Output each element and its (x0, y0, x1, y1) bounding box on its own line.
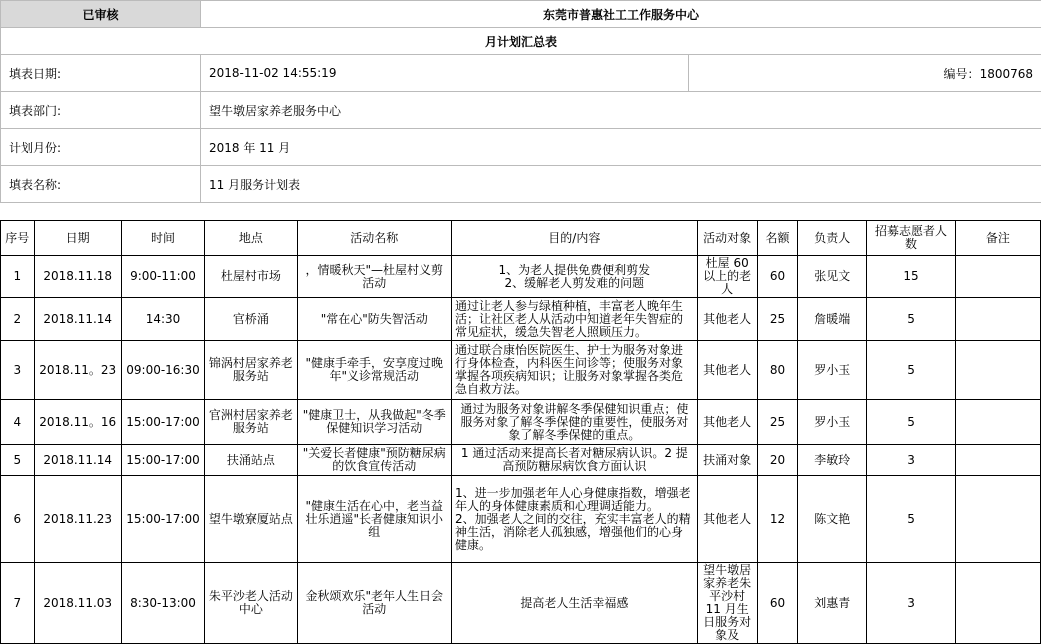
number-value: 1800768 (980, 67, 1033, 81)
cell-activity: "关爱长者健康"预防糖尿病的饮食宣传活动 (297, 445, 451, 476)
cell-volunteers: 3 (867, 445, 955, 476)
cell-no: 1 (1, 256, 35, 298)
cell-purpose: 1 通过活动来提高长者对糖尿病认识。2 提高预防糖尿病饮食方面认识 (451, 445, 697, 476)
cell-leader: 罗小玉 (798, 341, 867, 400)
header-time: 时间 (121, 221, 204, 256)
cell-activity: "健康卫士，从我做起"冬季保健知识学习活动 (297, 400, 451, 445)
header-place: 地点 (205, 221, 297, 256)
cell-volunteers: 15 (867, 256, 955, 298)
number-label: 编号： (944, 67, 980, 81)
cell-date: 2018.11.18 (34, 256, 121, 298)
cell-volunteers: 3 (867, 563, 955, 644)
table-row (1, 563, 1041, 644)
fill-date-label: 填表日期: (1, 55, 201, 92)
table-row (1, 341, 1041, 400)
cell-leader: 刘惠青 (798, 563, 867, 644)
header-date: 日期 (34, 221, 121, 256)
cell-no: 2 (1, 298, 35, 341)
cell-target: 杜屋 60 以上的老人 (697, 256, 757, 298)
cell-quota: 25 (757, 298, 798, 341)
cell-activity: 金秋颂欢乐"老年人生日会活动 (297, 563, 451, 644)
cell-leader: 李敏玲 (798, 445, 867, 476)
cell-quota: 60 (757, 563, 798, 644)
table-row (1, 400, 1041, 445)
cell-quota: 12 (757, 476, 798, 563)
form-header (0, 0, 1041, 203)
cell-date: 2018.11.14 (34, 298, 121, 341)
name-label: 填表名称: (1, 166, 201, 203)
cell-quota: 80 (757, 341, 798, 400)
name-value: 11 月服务计划表 (201, 166, 1041, 203)
cell-time: 15:00-17:00 (121, 476, 204, 563)
header-activity: 活动名称 (297, 221, 451, 256)
cell-purpose: 1、为老人提供免费便利剪发 2、缓解老人剪发难的问题 (451, 256, 697, 298)
number-cell (689, 55, 1041, 92)
cell-quota: 25 (757, 400, 798, 445)
cell-time: 15:00-17:00 (121, 445, 204, 476)
table-row (1, 256, 1041, 298)
cell-no: 4 (1, 400, 35, 445)
cell-volunteers: 5 (867, 298, 955, 341)
cell-place: 锦涡村居家养老服务站 (205, 341, 297, 400)
cell-target: 其他老人 (697, 400, 757, 445)
table-row (1, 476, 1041, 563)
form-title: 月计划汇总表 (1, 28, 1041, 55)
header-leader: 负责人 (798, 221, 867, 256)
cell-purpose: 1、进一步加强老年人心身健康指数，增强老年人的身体健康素质和心理调适能力。 2、加强老人之间的交往，充实丰富老人的精神生活，消除老人孤独感，增强他们的心身健康。 (451, 476, 697, 563)
header-quota: 名额 (757, 221, 798, 256)
cell-purpose: 通过为服务对象讲解冬季保健知识重点；使服务对象了解冬季保健的重要性，使服务对象了解冬季保健的重点。 (451, 400, 697, 445)
cell-activity: "健康手牵手，安享度过晚年"义诊常规活动 (297, 341, 451, 400)
cell-date: 2018.11。23 (34, 341, 121, 400)
header-volunteers: 招募志愿者人数 (867, 221, 955, 256)
cell-volunteers: 5 (867, 400, 955, 445)
cell-purpose: 提高老人生活幸福感 (451, 563, 697, 644)
plan-table (0, 220, 1041, 644)
cell-target: 扶涌对象 (697, 445, 757, 476)
cell-place: 杜屋村市场 (205, 256, 297, 298)
table-header-row (1, 221, 1041, 256)
cell-place: 朱平沙老人活动中心 (205, 563, 297, 644)
cell-place: 官桥涌 (205, 298, 297, 341)
cell-place: 望牛墩寮厦站点 (205, 476, 297, 563)
cell-time: 15:00-17:00 (121, 400, 204, 445)
header-target: 活动对象 (697, 221, 757, 256)
cell-leader: 詹暖端 (798, 298, 867, 341)
header-remark: 备注 (955, 221, 1040, 256)
cell-time: 9:00-11:00 (121, 256, 204, 298)
dept-value: 望牛墩居家养老服务中心 (201, 92, 1041, 129)
cell-quota: 20 (757, 445, 798, 476)
cell-remark (955, 341, 1040, 400)
cell-target: 其他老人 (697, 476, 757, 563)
cell-time: 8:30-13:00 (121, 563, 204, 644)
cell-leader: 张见文 (798, 256, 867, 298)
dept-label: 填表部门: (1, 92, 201, 129)
cell-remark (955, 445, 1040, 476)
cell-no: 5 (1, 445, 35, 476)
table-row (1, 445, 1041, 476)
org-title: 东莞市普惠社工工作服务中心 (201, 1, 1041, 28)
header-purpose: 目的/内容 (451, 221, 697, 256)
cell-date: 2018.11。16 (34, 400, 121, 445)
cell-purpose: 通过让老人参与绿植种植，丰富老人晚年生活；让社区老人从活动中知道老年失智症的常见症状，缓急失智老人照顾压力。 (451, 298, 697, 341)
cell-date: 2018.11.23 (34, 476, 121, 563)
cell-remark (955, 476, 1040, 563)
cell-remark (955, 298, 1040, 341)
cell-remark (955, 256, 1040, 298)
cell-activity: "健康生活在心中，老当益壮乐逍遥"长者健康知识小组 (297, 476, 451, 563)
cell-no: 7 (1, 563, 35, 644)
cell-volunteers: 5 (867, 341, 955, 400)
cell-date: 2018.11.14 (34, 445, 121, 476)
cell-remark (955, 563, 1040, 644)
status-badge: 已审核 (1, 1, 201, 28)
month-label: 计划月份: (1, 129, 201, 166)
cell-leader: 罗小玉 (798, 400, 867, 445)
cell-date: 2018.11.03 (34, 563, 121, 644)
cell-target: 其他老人 (697, 298, 757, 341)
cell-target: 其他老人 (697, 341, 757, 400)
cell-place: 官洲村居家养老服务站 (205, 400, 297, 445)
cell-volunteers: 5 (867, 476, 955, 563)
cell-target: 望牛墩居家养老朱平沙村 11 月生日服务对象及 (697, 563, 757, 644)
cell-leader: 陈文艳 (798, 476, 867, 563)
header-no: 序号 (1, 221, 35, 256)
fill-date-value: 2018-11-02 14:55:19 (201, 55, 689, 92)
cell-place: 扶涌站点 (205, 445, 297, 476)
cell-remark (955, 400, 1040, 445)
cell-time: 09:00-16:30 (121, 341, 204, 400)
month-value: 2018 年 11 月 (201, 129, 1041, 166)
cell-quota: 60 (757, 256, 798, 298)
cell-activity: ，情暖秋天"—杜屋村义剪活动 (297, 256, 451, 298)
cell-no: 3 (1, 341, 35, 400)
cell-purpose: 通过联合康怡医院医生、护士为服务对象进行身体检查，内科医生问诊等；使服务对象掌握各项疾病知识；让服务对象掌握各类危急自救方法。 (451, 341, 697, 400)
cell-activity: "常在心"防失智活动 (297, 298, 451, 341)
cell-time: 14:30 (121, 298, 204, 341)
table-row (1, 298, 1041, 341)
cell-no: 6 (1, 476, 35, 563)
